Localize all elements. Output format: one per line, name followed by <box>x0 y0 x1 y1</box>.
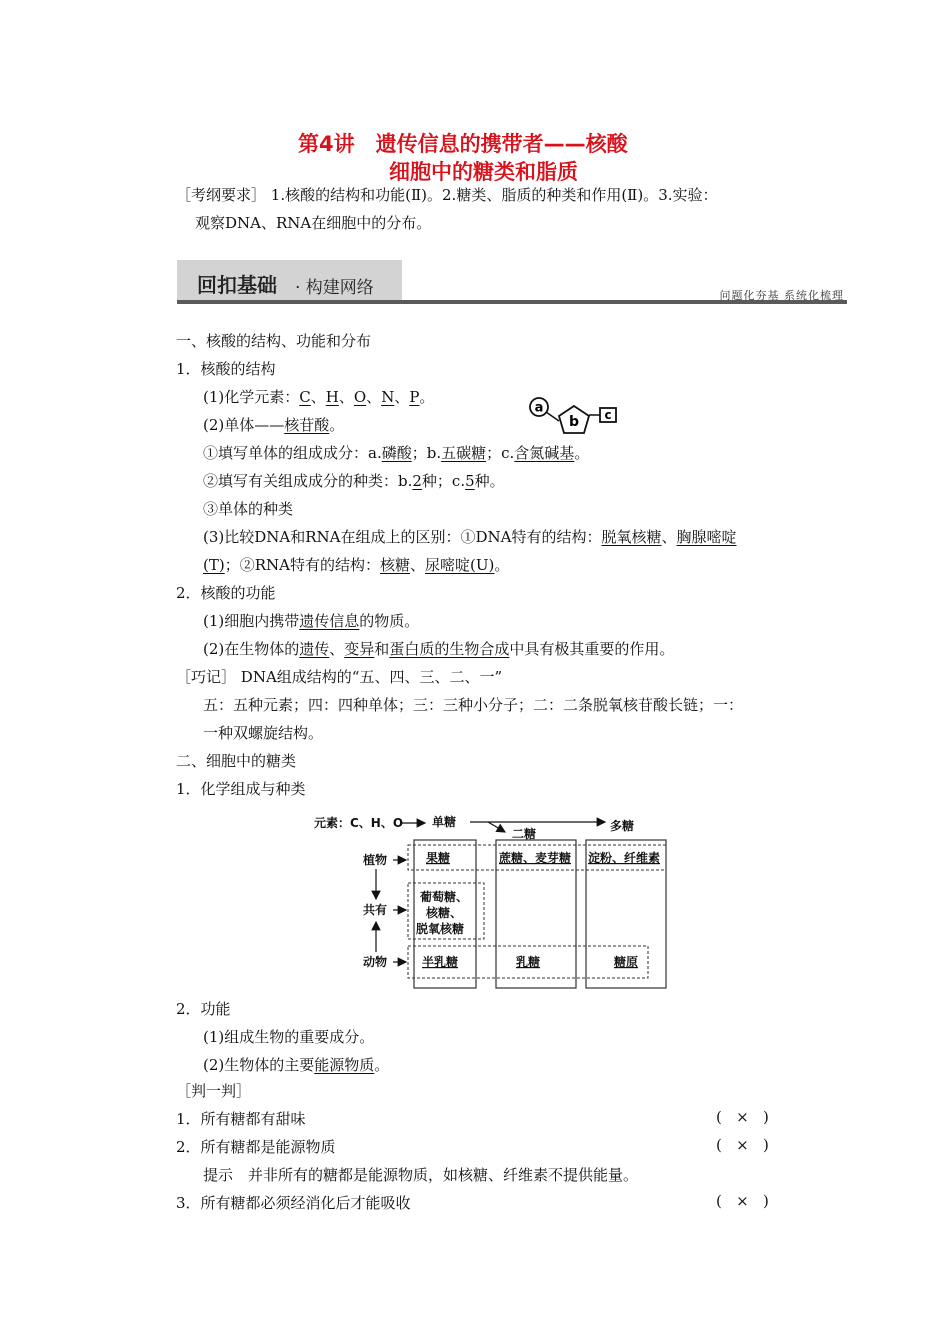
diag-starch-cellulose: 淀粉、纤维素 <box>588 851 661 865</box>
dna-sugar: 脱氧核糖 <box>601 528 662 546</box>
func2-heredity: 遗传 <box>299 640 330 658</box>
sugar-func2-prefix: (2)生物体的主要 <box>203 1056 315 1074</box>
func1-line <box>203 610 419 631</box>
diag-galactose: 半乳糖 <box>422 955 459 969</box>
diag-common: 共有 <box>363 903 388 917</box>
fill1-prefix: ①填写单体的组成成分：a. <box>203 444 382 462</box>
judge-hint: 提示 并非所有的糖都是能源物质，如核糖、纤维素不提供能量。 <box>203 1166 639 1184</box>
page-title-line2: 细胞中的糖类和脂质 <box>389 160 578 184</box>
func1-suffix: 的物质。 <box>359 612 420 630</box>
elements-line: (1)化学元素：C、H、O、N、P。 <box>203 388 435 406</box>
fill1-c-prefix: ；c. <box>486 444 515 462</box>
banner-right-text: 问题化夯基 系统化梳理 <box>719 289 844 302</box>
section2-heading: 二、细胞中的糖类 <box>176 752 297 770</box>
func2-variation: 变异 <box>344 640 375 658</box>
label-c: c <box>604 408 612 422</box>
elements-prefix: (1)化学元素： <box>203 388 300 406</box>
banner-subtitle: · 构建网络 <box>295 278 374 298</box>
arrow-to-di <box>488 822 505 832</box>
judge-answer-2: ( × ) <box>716 1136 769 1154</box>
judge-answer-1: ( × ) <box>716 1108 769 1126</box>
rna-sugar: 核糖 <box>379 556 410 574</box>
diag-di: 二糖 <box>512 827 537 841</box>
func2-and: 和 <box>374 640 390 658</box>
fill1-b: 五碳糖 <box>441 444 487 462</box>
judge-item-1: 1．所有糖都有甜味 <box>176 1110 306 1128</box>
diag-glycogen: 糖原 <box>614 955 639 969</box>
compare-prefix: (3)比较DNA和RNA在组成上的区别：①DNA特有的结构： <box>203 528 602 546</box>
compare-line1: (3)比较DNA和RNA在组成上的区别：①DNA特有的结构：脱氧核糖、胸腺嘧啶 <box>203 528 737 546</box>
mnemonic-text1: 五：五种元素；四：四种单体；三：三种小分子；二：二条脱氧核苷酸长链；一： <box>203 696 744 714</box>
section1-heading: 一、核酸的结构、功能和分布 <box>176 332 372 350</box>
func2-line: (2)在生物体的遗传、变异和蛋白质的生物合成中具有极其重要的作用。 <box>203 640 675 658</box>
section1-item2: 2．核酸的功能 <box>176 584 276 602</box>
diag-glucose: 葡萄糖、 <box>420 890 469 904</box>
requirements-text1: 1.核酸的结构和功能(Ⅱ)。2.糖类、脂质的种类和作用(Ⅱ)。3.实验： <box>270 186 718 204</box>
page-title-line1: 第4讲 遗传信息的携带者——核酸 <box>298 132 628 156</box>
fill2-c: 5 <box>465 472 475 490</box>
fill1-a: 磷酸 <box>381 444 412 462</box>
diag-sucrose-maltose: 蔗糖、麦芽糖 <box>499 851 572 865</box>
fill2-b: 2 <box>412 472 422 490</box>
func2-protein: 蛋白质的生物合成 <box>389 640 510 658</box>
sugar-func2 <box>203 1054 389 1075</box>
func2-prefix: (2)在生物体的 <box>203 640 300 658</box>
monomer-prefix: (2)单体—— <box>203 416 285 434</box>
mnemonic-heading <box>176 666 502 687</box>
element-c: C <box>299 388 311 406</box>
fill2-line <box>203 470 505 491</box>
diag-animal: 动物 <box>363 955 388 969</box>
fill2-prefix: ②填写有关组成成分的种类：b. <box>203 472 413 490</box>
dna-base-part1: 胸腺嘧啶 <box>676 528 737 546</box>
sugar-func2-underlined: 能源物质 <box>314 1056 375 1074</box>
diag-deoxyribose: 脱氧核糖 <box>416 922 465 936</box>
requirements-label: ［考纲要求］ <box>176 186 267 204</box>
rna-base: 尿嘧啶(U) <box>425 556 495 574</box>
sugar-func1: (1)组成生物的重要成分。 <box>203 1028 375 1046</box>
diag-mono: 单糖 <box>432 815 457 829</box>
label-a: a <box>534 400 544 416</box>
diag-fructose: 果糖 <box>426 851 451 865</box>
fill3-line: ③单体的种类 <box>203 500 294 518</box>
monomer-value: 核苷酸 <box>284 416 330 434</box>
bond-a-b <box>546 412 559 421</box>
mnemonic-text2: 一种双螺旋结构。 <box>203 724 324 742</box>
fill1-b-prefix: ；b. <box>411 444 442 462</box>
sugar-func2-suffix: 。 <box>374 1056 390 1074</box>
diag-ribose: 核糖、 <box>426 906 463 920</box>
monomer-line: (2)单体——核苷酸。 <box>203 416 345 434</box>
section1-item1: 1．核酸的结构 <box>176 360 276 378</box>
fill2-mid: 种；c. <box>421 472 466 490</box>
section2-item2: 2．功能 <box>176 1000 231 1018</box>
mnemonic-title: DNA组成结构的“五、四、三、二、一” <box>240 668 503 686</box>
judge-answer-3: ( × ) <box>716 1192 769 1210</box>
fill2-suffix: 种。 <box>474 472 505 490</box>
section2-item1: 1．化学组成与种类 <box>176 780 306 798</box>
section-banner <box>177 260 847 305</box>
diag-elements: 元素：C、H、O <box>314 816 404 830</box>
requirements-text2: 观察DNA、RNA在细胞中的分布。 <box>195 214 432 232</box>
diag-plant: 植物 <box>363 853 388 867</box>
element-h: H <box>325 388 339 406</box>
element-p: P <box>409 388 420 406</box>
dna-base-part2: (T) <box>203 556 225 574</box>
diag-lactose: 乳糖 <box>516 955 541 969</box>
element-o: O <box>353 388 367 406</box>
fill1-c: 含氮碱基 <box>514 444 575 462</box>
requirements-line1 <box>176 184 718 205</box>
label-b: b <box>568 414 580 430</box>
element-n: N <box>381 388 395 406</box>
func1-underlined: 遗传信息 <box>299 612 360 630</box>
mnemonic-label: ［巧记］ <box>176 668 237 686</box>
judge-item-2: 2．所有糖都是能源物质 <box>176 1138 336 1156</box>
compare-line2: (T)；②RNA特有的结构：核糖、尿嘧啶(U)。 <box>203 556 510 574</box>
fill1-line: ①填写单体的组成成分：a.磷酸；b.五碳糖；c.含氮碱基。 <box>203 444 590 462</box>
sugar-diagram <box>300 805 680 995</box>
judge-label: ［判一判］ <box>176 1082 252 1100</box>
judge-item-3: 3．所有糖都必须经消化后才能吸收 <box>176 1194 411 1212</box>
func1-prefix: (1)细胞内携带 <box>203 612 300 630</box>
diag-poly: 多糖 <box>610 819 635 833</box>
func2-suffix: 中具有极其重要的作用。 <box>509 640 675 658</box>
rna-prefix: ；②RNA特有的结构： <box>224 556 380 574</box>
nucleotide-diagram <box>528 395 620 439</box>
banner-main-title: 回扣基础 <box>197 273 277 297</box>
